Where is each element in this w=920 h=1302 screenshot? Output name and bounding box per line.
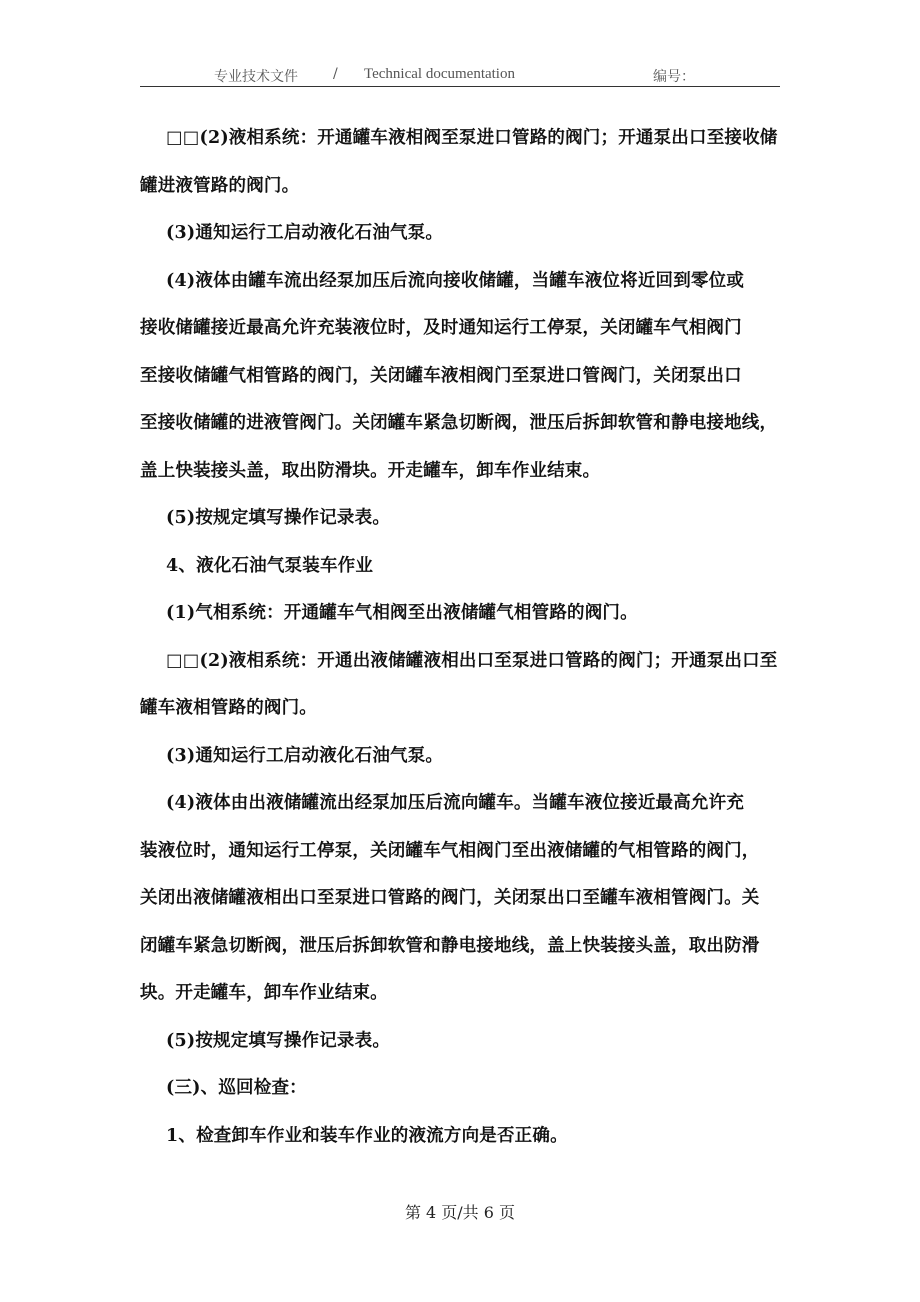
header-english-title: Technical documentation	[364, 66, 515, 82]
paragraph-line: (4)液体由出液储罐流出经泵加压后流向罐车。当罐车液位接近最高允许充	[166, 793, 745, 813]
paragraph-line: 罐进液管路的阀门。	[140, 175, 300, 196]
paragraph-line: 闭罐车紧急切断阀，泄压后拆卸软管和静电接地线，盖上快装接头盖，取出防滑	[140, 935, 760, 956]
paragraph-line: □□(2)液相系统：开通罐车液相阀至泵进口管路的阀门；开通泵出口至接收储	[166, 128, 778, 148]
paragraph-line: (5)按规定填写操作记录表。	[166, 508, 391, 528]
paragraph-line: 1、检查卸车作业和装车作业的液流方向是否正确。	[166, 1125, 568, 1146]
paragraph-line: 至接收储罐的进液管阀门。关闭罐车紧急切断阀，泄压后拆卸软管和静电接地线，	[140, 413, 778, 433]
section-heading: (三)、巡回检查：	[166, 1078, 307, 1098]
paragraph-line: (3)通知运行工启动液化石油气泵。	[166, 223, 444, 243]
header-doc-type: 专业技术文件	[214, 69, 298, 85]
page-header	[140, 64, 780, 87]
header-number-label: 编号：	[653, 69, 695, 85]
page-number: 第 4 页/共 6 页	[404, 1203, 516, 1222]
paragraph-line: 装液位时，通知运行工停泵，关闭罐车气相阀门至出液储罐的气相管路的阀门，	[140, 840, 760, 861]
section-heading: 4、液化石油气泵装车作业	[166, 555, 374, 576]
page-footer	[0, 1200, 920, 1223]
paragraph-line: 盖上快装接头盖，取出防滑块。开走罐车，卸车作业结束。	[140, 460, 601, 481]
paragraph-line: 接收储罐接近最高允许充装液位时，及时通知运行工停泵，关闭罐车气相阀门	[140, 318, 742, 338]
paragraph-line: 罐车液相管路的阀门。	[140, 698, 317, 718]
document-body	[140, 122, 782, 1167]
paragraph-line: (4)液体由罐车流出经泵加压后流向接收储罐，当罐车液位将近回到零位或	[166, 270, 745, 291]
paragraph-line: (5)按规定填写操作记录表。	[166, 1030, 391, 1051]
paragraph-line: 关闭出液储罐液相出口至泵进口管路的阀门，关闭泵出口至罐车液相管阀门。关	[140, 888, 760, 908]
paragraph-line: 至接收储罐气相管路的阀门，关闭罐车液相阀门至泵进口管阀门，关闭泵出口	[140, 365, 742, 386]
header-separator: /	[333, 66, 338, 82]
paragraph-line: (3)通知运行工启动液化石油气泵。	[166, 745, 444, 766]
paragraph-line: (1)气相系统：开通罐车气相阀至出液储罐气相管路的阀门。	[166, 603, 638, 623]
paragraph-line: □□(2)液相系统：开通出液储罐液相出口至泵进口管路的阀门；开通泵出口至	[166, 650, 778, 671]
paragraph-line: 块。开走罐车，卸车作业结束。	[140, 983, 388, 1003]
